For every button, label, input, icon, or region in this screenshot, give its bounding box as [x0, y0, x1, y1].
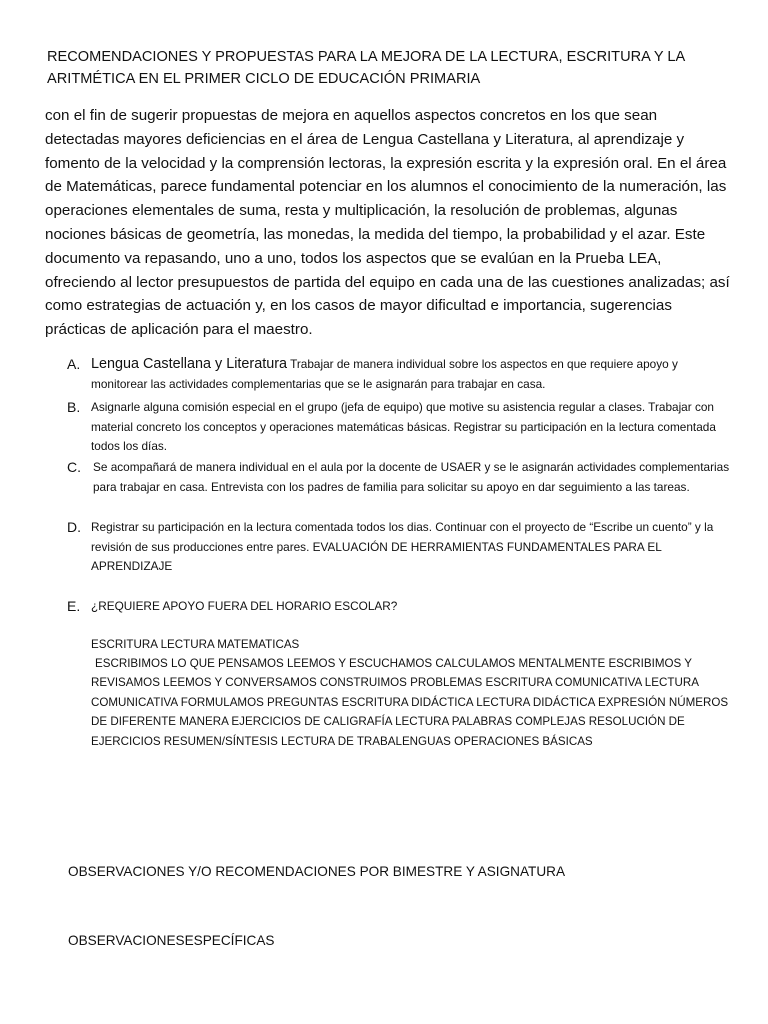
- item-text: ¿REQUIERE APOYO FUERA DEL HORARIO ESCOLAR?: [91, 599, 398, 613]
- list-marker: A.: [67, 356, 81, 372]
- list-marker: E.: [67, 598, 81, 614]
- list-marker: B.: [67, 399, 81, 415]
- item-text: Se acompañará de manera individual en el aula por la docente de USAER y se le asignarán actividades complementarias para trabajar en casa. Entrevista con los padres de familia para solicitar su apoyo en dar seguimiento a las tareas.: [93, 460, 730, 494]
- specific-observations-heading: OBSERVACIONESESPECÍFICAS: [68, 933, 275, 948]
- subjects-heading: ESCRITURA LECTURA MATEMATICAS: [91, 638, 300, 651]
- list-marker: C.: [67, 459, 81, 475]
- list-item-body: [91, 355, 731, 394]
- item-text: Asignarle alguna comisión especial en el grupo (jefa de equipo) que motive su asistencia regular a clases. Trabajar con material concreto los conceptos y operaciones matemáticas básicas. Registrar su participación en la lectura comentada todos los días.: [91, 400, 716, 453]
- subjects-body: ESCRIBIMOS LO QUE PENSAMOS LEEMOS Y ESCUCHAMOS CALCULAMOS MENTALMENTE ESCRIBIMOS Y REVISAMOS LEEMOS Y CONVERSAMOS CONSTRUIMOS PROBLEMAS ESCRITURA COMUNICATIVA LECTURA COMUNICATIVA FORMULAMOS PREGUNTAS ESCRITURA DIDÁCTICA LECTURA DIDÁCTICA EXPRESIÓN NÚMEROS DE DIFERENTE MANERA EJERCICIOS DE CALIGRAFÍA LECTURA PALABRAS COMPLEJAS RESOLUCIÓN DE EJERCICIOS RESUMEN/SÍNTESIS LECTURA DE TRABALENGUAS OPERACIONES BÁSICAS: [91, 657, 729, 748]
- item-text: Registrar su participación en la lectura comentada todos los dias. Continuar con el proyecto de “Escribe un cuento” y la revisión de sus producciones entre pares. EVALUACIÓN DE HERRAMIENTAS FUNDAMENTALES PARA EL APRENDIZAJE: [91, 520, 714, 573]
- item-lead-heading: Lengua Castellana y Literatura: [91, 356, 288, 372]
- intro-paragraph: con el fin de sugerir propuestas de mejora en aquellos aspectos concretos en los que sean detectadas mayores deficiencias en el área de Lengua Castellana y Literatura, al aprendizaje y fomento de la velocidad y la comprensión lectoras, la expresión escrita y la expresión oral. En el área de Matemáticas, parece fundamental potenciar en los alumnos el conocimiento de la numeración, las operaciones elementales de suma, resta y multiplicación, la resolución de problemas, algunas nociones básicas de geometría, las monedas, la medida del tiempo, la probabilidad y el azar. Este documento va repasando, uno a uno, todos los aspectos que se evalúan en la Prueba LEA, ofreciendo al lector presupuestos de partida del equipo en cada una de las cuestiones analizadas; así como estrategias de actuación y, en los casos de mayor dificultad e importancia, sugerencias prácticas de aplicación para el maestro.: [45, 107, 730, 339]
- observations-heading: OBSERVACIONES Y/O RECOMENDACIONES POR BIMESTRE Y ASIGNATURA: [68, 864, 566, 879]
- list-marker: D.: [67, 519, 81, 535]
- document-title: RECOMENDACIONES Y PROPUESTAS PARA LA MEJORA DE LA LECTURA, ESCRITURA Y LA ARITMÉTICA EN EL PRIMER CICLO DE EDUCACIÓN PRIMARIA: [47, 49, 685, 87]
- item-text: Trabajar de manera individual sobre los aspectos en que requiere apoyo y monitorear las actividades complementarias que se le asignarán para trabajar en casa.: [91, 357, 678, 391]
